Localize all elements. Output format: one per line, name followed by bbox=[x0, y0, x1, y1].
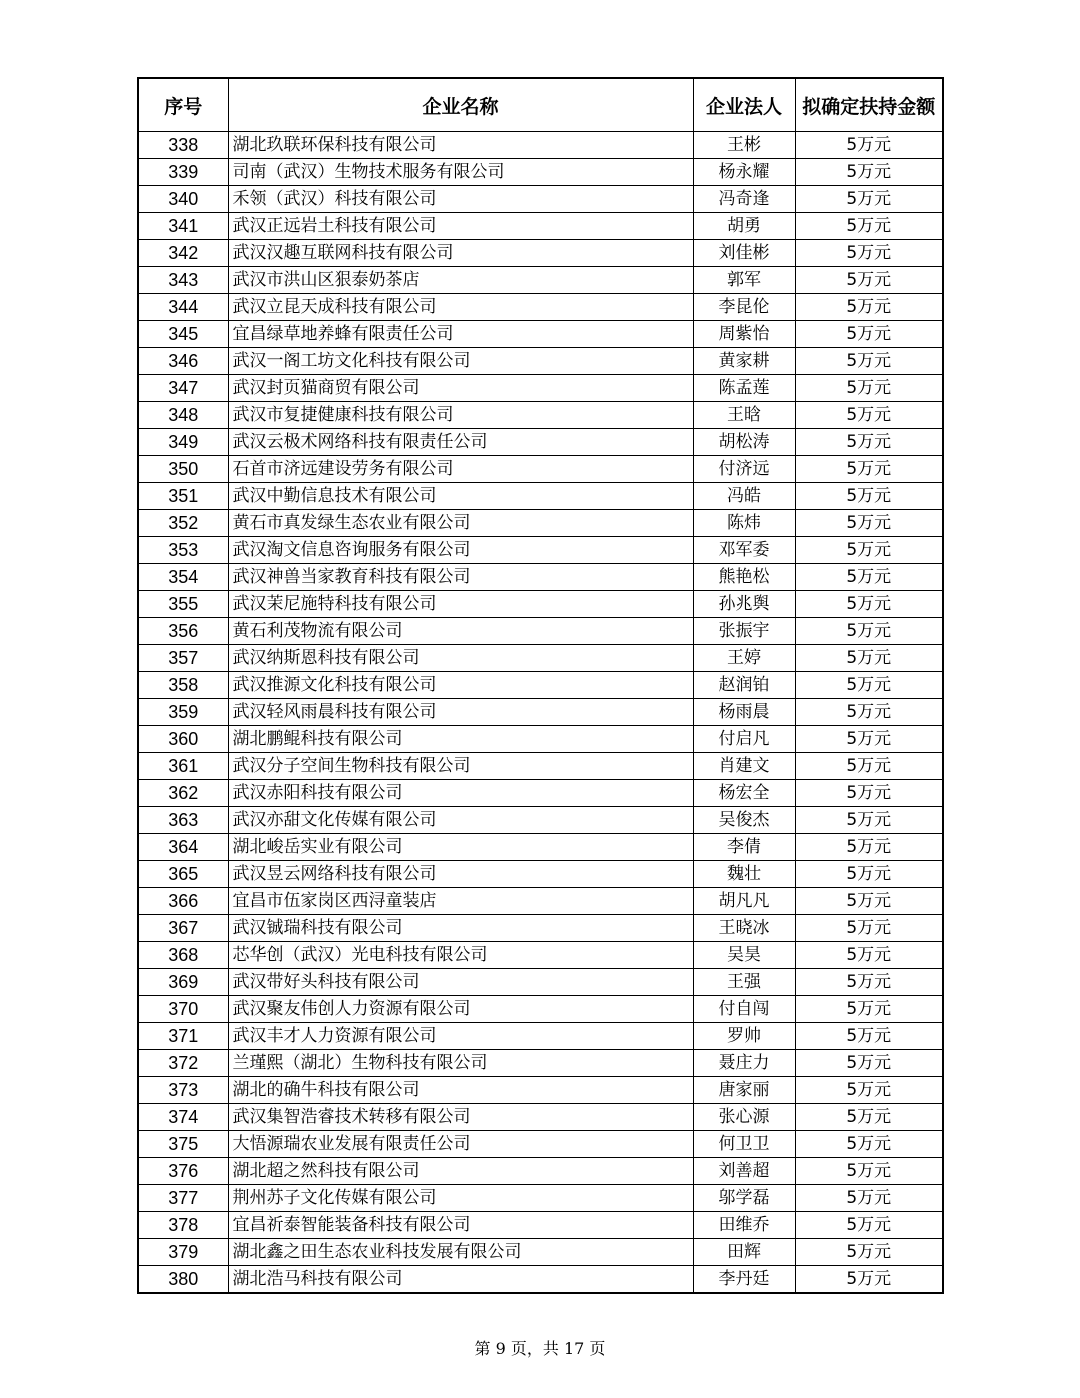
row-index: 366 bbox=[138, 888, 228, 915]
legal-person: 吴俊杰 bbox=[693, 807, 795, 834]
row-index: 368 bbox=[138, 942, 228, 969]
company-name: 宜昌绿草地养蜂有限责任公司 bbox=[228, 321, 693, 348]
row-index: 355 bbox=[138, 591, 228, 618]
support-amount: 5万元 bbox=[795, 1212, 943, 1239]
table-row bbox=[138, 186, 943, 213]
support-amount: 5万元 bbox=[795, 1050, 943, 1077]
legal-person: 王彬 bbox=[693, 132, 795, 159]
row-index: 346 bbox=[138, 348, 228, 375]
legal-person: 邬学磊 bbox=[693, 1185, 795, 1212]
legal-person: 王晓冰 bbox=[693, 915, 795, 942]
company-name: 湖北玖联环保科技有限公司 bbox=[228, 132, 693, 159]
legal-person: 刘善超 bbox=[693, 1158, 795, 1185]
legal-person: 聂庄力 bbox=[693, 1050, 795, 1077]
table-row bbox=[138, 294, 943, 321]
row-index: 348 bbox=[138, 402, 228, 429]
row-index: 372 bbox=[138, 1050, 228, 1077]
company-name: 禾领（武汉）科技有限公司 bbox=[228, 186, 693, 213]
company-name: 湖北的确牛科技有限公司 bbox=[228, 1077, 693, 1104]
company-name: 宜昌祈泰智能装备科技有限公司 bbox=[228, 1212, 693, 1239]
company-name: 湖北超之然科技有限公司 bbox=[228, 1158, 693, 1185]
legal-person: 李昆伦 bbox=[693, 294, 795, 321]
row-index: 365 bbox=[138, 861, 228, 888]
legal-person: 王强 bbox=[693, 969, 795, 996]
row-index: 344 bbox=[138, 294, 228, 321]
row-index: 364 bbox=[138, 834, 228, 861]
legal-person: 黄家耕 bbox=[693, 348, 795, 375]
table-row bbox=[138, 510, 943, 537]
company-name: 芯华创（武汉）光电科技有限公司 bbox=[228, 942, 693, 969]
table-row bbox=[138, 132, 943, 159]
row-index: 363 bbox=[138, 807, 228, 834]
support-amount: 5万元 bbox=[795, 834, 943, 861]
legal-person: 付启凡 bbox=[693, 726, 795, 753]
row-index: 341 bbox=[138, 213, 228, 240]
row-index: 342 bbox=[138, 240, 228, 267]
company-name: 湖北鹏鲲科技有限公司 bbox=[228, 726, 693, 753]
company-name: 武汉铖瑞科技有限公司 bbox=[228, 915, 693, 942]
support-amount: 5万元 bbox=[795, 753, 943, 780]
table-row bbox=[138, 591, 943, 618]
row-index: 376 bbox=[138, 1158, 228, 1185]
table-row bbox=[138, 1266, 943, 1294]
legal-person: 魏壮 bbox=[693, 861, 795, 888]
support-amount: 5万元 bbox=[795, 1104, 943, 1131]
support-amount: 5万元 bbox=[795, 942, 943, 969]
company-name: 武汉正远岩土科技有限公司 bbox=[228, 213, 693, 240]
support-amount: 5万元 bbox=[795, 267, 943, 294]
company-name: 司南（武汉）生物技术服务有限公司 bbox=[228, 159, 693, 186]
legal-person: 郭军 bbox=[693, 267, 795, 294]
row-index: 367 bbox=[138, 915, 228, 942]
table-row bbox=[138, 1239, 943, 1266]
table-row bbox=[138, 645, 943, 672]
row-index: 345 bbox=[138, 321, 228, 348]
table-row bbox=[138, 1212, 943, 1239]
header-support-amount: 拟确定扶持金额 bbox=[795, 78, 943, 132]
table-row bbox=[138, 942, 943, 969]
table-row bbox=[138, 834, 943, 861]
table-row bbox=[138, 402, 943, 429]
table-row bbox=[138, 780, 943, 807]
legal-person: 李倩 bbox=[693, 834, 795, 861]
legal-person: 邓军委 bbox=[693, 537, 795, 564]
table-row bbox=[138, 483, 943, 510]
support-amount: 5万元 bbox=[795, 591, 943, 618]
table-row bbox=[138, 753, 943, 780]
company-name: 武汉赤阳科技有限公司 bbox=[228, 780, 693, 807]
legal-person: 赵润铂 bbox=[693, 672, 795, 699]
support-amount: 5万元 bbox=[795, 1158, 943, 1185]
company-name: 武汉集智浩睿技术转移有限公司 bbox=[228, 1104, 693, 1131]
legal-person: 吴昊 bbox=[693, 942, 795, 969]
table-row bbox=[138, 1050, 943, 1077]
legal-person: 肖建文 bbox=[693, 753, 795, 780]
support-amount: 5万元 bbox=[795, 456, 943, 483]
table-header-row bbox=[138, 78, 943, 132]
support-amount: 5万元 bbox=[795, 294, 943, 321]
support-amount: 5万元 bbox=[795, 726, 943, 753]
table-row bbox=[138, 537, 943, 564]
header-company-name: 企业名称 bbox=[228, 78, 693, 132]
company-name: 湖北浩马科技有限公司 bbox=[228, 1266, 693, 1294]
row-index: 338 bbox=[138, 132, 228, 159]
support-amount: 5万元 bbox=[795, 564, 943, 591]
legal-person: 田维乔 bbox=[693, 1212, 795, 1239]
legal-person: 胡松涛 bbox=[693, 429, 795, 456]
support-amount: 5万元 bbox=[795, 537, 943, 564]
row-index: 362 bbox=[138, 780, 228, 807]
company-name: 武汉亦甜文化传媒有限公司 bbox=[228, 807, 693, 834]
row-index: 371 bbox=[138, 1023, 228, 1050]
table-row bbox=[138, 618, 943, 645]
page-footer: 第 9 页，共 17 页 bbox=[474, 1339, 606, 1358]
row-index: 373 bbox=[138, 1077, 228, 1104]
company-name: 武汉推源文化科技有限公司 bbox=[228, 672, 693, 699]
enterprise-support-table bbox=[137, 77, 944, 1294]
legal-person: 张振宇 bbox=[693, 618, 795, 645]
support-amount: 5万元 bbox=[795, 699, 943, 726]
support-amount: 5万元 bbox=[795, 132, 943, 159]
table-row bbox=[138, 726, 943, 753]
table-row bbox=[138, 969, 943, 996]
row-index: 361 bbox=[138, 753, 228, 780]
support-amount: 5万元 bbox=[795, 321, 943, 348]
legal-person: 周紫怡 bbox=[693, 321, 795, 348]
legal-person: 唐家丽 bbox=[693, 1077, 795, 1104]
table-row bbox=[138, 375, 943, 402]
support-amount: 5万元 bbox=[795, 672, 943, 699]
company-name: 武汉丰才人力资源有限公司 bbox=[228, 1023, 693, 1050]
table-row bbox=[138, 699, 943, 726]
legal-person: 杨宏全 bbox=[693, 780, 795, 807]
support-amount: 5万元 bbox=[795, 159, 943, 186]
table-row bbox=[138, 240, 943, 267]
support-amount: 5万元 bbox=[795, 1239, 943, 1266]
support-amount: 5万元 bbox=[795, 1185, 943, 1212]
company-name: 武汉纳斯恩科技有限公司 bbox=[228, 645, 693, 672]
legal-person: 熊艳松 bbox=[693, 564, 795, 591]
support-amount: 5万元 bbox=[795, 483, 943, 510]
company-name: 黄石利茂物流有限公司 bbox=[228, 618, 693, 645]
header-legal-person: 企业法人 bbox=[693, 78, 795, 132]
legal-person: 陈孟莲 bbox=[693, 375, 795, 402]
company-name: 湖北鑫之田生态农业科技发展有限公司 bbox=[228, 1239, 693, 1266]
row-index: 377 bbox=[138, 1185, 228, 1212]
support-amount: 5万元 bbox=[795, 915, 943, 942]
legal-person: 杨雨晨 bbox=[693, 699, 795, 726]
legal-person: 刘佳彬 bbox=[693, 240, 795, 267]
company-name: 武汉云极术网络科技有限责任公司 bbox=[228, 429, 693, 456]
table-row bbox=[138, 429, 943, 456]
company-name: 武汉市洪山区狠泰奶茶店 bbox=[228, 267, 693, 294]
company-name: 武汉一阁工坊文化科技有限公司 bbox=[228, 348, 693, 375]
company-name: 武汉聚友伟创人力资源有限公司 bbox=[228, 996, 693, 1023]
row-index: 351 bbox=[138, 483, 228, 510]
legal-person: 罗帅 bbox=[693, 1023, 795, 1050]
support-amount: 5万元 bbox=[795, 1266, 943, 1294]
company-name: 宜昌市伍家岗区西浔童装店 bbox=[228, 888, 693, 915]
header-index: 序号 bbox=[138, 78, 228, 132]
legal-person: 田辉 bbox=[693, 1239, 795, 1266]
table-row bbox=[138, 672, 943, 699]
table-row bbox=[138, 213, 943, 240]
support-amount: 5万元 bbox=[795, 1023, 943, 1050]
table-row bbox=[138, 321, 943, 348]
company-name: 黄石市真发绿生态农业有限公司 bbox=[228, 510, 693, 537]
legal-person: 何卫卫 bbox=[693, 1131, 795, 1158]
support-amount: 5万元 bbox=[795, 888, 943, 915]
company-name: 荆州苏子文化传媒有限公司 bbox=[228, 1185, 693, 1212]
legal-person: 胡凡凡 bbox=[693, 888, 795, 915]
support-amount: 5万元 bbox=[795, 348, 943, 375]
company-name: 武汉茉尼施特科技有限公司 bbox=[228, 591, 693, 618]
support-amount: 5万元 bbox=[795, 618, 943, 645]
support-amount: 5万元 bbox=[795, 996, 943, 1023]
table-row bbox=[138, 564, 943, 591]
support-amount: 5万元 bbox=[795, 780, 943, 807]
legal-person: 张心源 bbox=[693, 1104, 795, 1131]
table-row bbox=[138, 1023, 943, 1050]
company-name: 武汉立昆天成科技有限公司 bbox=[228, 294, 693, 321]
support-amount: 5万元 bbox=[795, 807, 943, 834]
company-name: 武汉神兽当家教育科技有限公司 bbox=[228, 564, 693, 591]
company-name: 大悟源瑞农业发展有限责任公司 bbox=[228, 1131, 693, 1158]
row-index: 343 bbox=[138, 267, 228, 294]
company-name: 石首市济远建设劳务有限公司 bbox=[228, 456, 693, 483]
legal-person: 胡勇 bbox=[693, 213, 795, 240]
support-amount: 5万元 bbox=[795, 240, 943, 267]
company-name: 武汉市复捷健康科技有限公司 bbox=[228, 402, 693, 429]
support-amount: 5万元 bbox=[795, 186, 943, 213]
row-index: 349 bbox=[138, 429, 228, 456]
support-amount: 5万元 bbox=[795, 1077, 943, 1104]
row-index: 358 bbox=[138, 672, 228, 699]
legal-person: 杨永耀 bbox=[693, 159, 795, 186]
legal-person: 孙兆舆 bbox=[693, 591, 795, 618]
company-name: 武汉分子空间生物科技有限公司 bbox=[228, 753, 693, 780]
company-name: 武汉带好头科技有限公司 bbox=[228, 969, 693, 996]
row-index: 339 bbox=[138, 159, 228, 186]
company-name: 武汉淘文信息咨询服务有限公司 bbox=[228, 537, 693, 564]
support-amount: 5万元 bbox=[795, 969, 943, 996]
legal-person: 冯皓 bbox=[693, 483, 795, 510]
row-index: 379 bbox=[138, 1239, 228, 1266]
row-index: 380 bbox=[138, 1266, 228, 1294]
legal-person: 王晗 bbox=[693, 402, 795, 429]
table-row bbox=[138, 159, 943, 186]
company-name: 武汉封页猫商贸有限公司 bbox=[228, 375, 693, 402]
row-index: 352 bbox=[138, 510, 228, 537]
table-row bbox=[138, 348, 943, 375]
row-index: 369 bbox=[138, 969, 228, 996]
table-row bbox=[138, 1185, 943, 1212]
legal-person: 李丹廷 bbox=[693, 1266, 795, 1294]
row-index: 375 bbox=[138, 1131, 228, 1158]
support-amount: 5万元 bbox=[795, 402, 943, 429]
table-row bbox=[138, 1104, 943, 1131]
company-name: 兰瑾熙（湖北）生物科技有限公司 bbox=[228, 1050, 693, 1077]
legal-person: 王婷 bbox=[693, 645, 795, 672]
table-row bbox=[138, 267, 943, 294]
row-index: 378 bbox=[138, 1212, 228, 1239]
company-name: 武汉昱云网络科技有限公司 bbox=[228, 861, 693, 888]
legal-person: 冯奇逢 bbox=[693, 186, 795, 213]
row-index: 360 bbox=[138, 726, 228, 753]
table-row bbox=[138, 1077, 943, 1104]
table-row bbox=[138, 807, 943, 834]
row-index: 347 bbox=[138, 375, 228, 402]
row-index: 354 bbox=[138, 564, 228, 591]
table-row bbox=[138, 861, 943, 888]
row-index: 374 bbox=[138, 1104, 228, 1131]
table-row bbox=[138, 1158, 943, 1185]
support-amount: 5万元 bbox=[795, 375, 943, 402]
row-index: 353 bbox=[138, 537, 228, 564]
support-amount: 5万元 bbox=[795, 213, 943, 240]
legal-person: 付自闯 bbox=[693, 996, 795, 1023]
row-index: 356 bbox=[138, 618, 228, 645]
table-row bbox=[138, 456, 943, 483]
support-amount: 5万元 bbox=[795, 1131, 943, 1158]
table-body bbox=[138, 132, 943, 1294]
legal-person: 陈炜 bbox=[693, 510, 795, 537]
row-index: 370 bbox=[138, 996, 228, 1023]
row-index: 359 bbox=[138, 699, 228, 726]
support-amount: 5万元 bbox=[795, 510, 943, 537]
table-row bbox=[138, 915, 943, 942]
company-name: 武汉汉趣互联网科技有限公司 bbox=[228, 240, 693, 267]
support-amount: 5万元 bbox=[795, 429, 943, 456]
row-index: 350 bbox=[138, 456, 228, 483]
row-index: 340 bbox=[138, 186, 228, 213]
support-amount: 5万元 bbox=[795, 861, 943, 888]
company-name: 武汉轻风雨晨科技有限公司 bbox=[228, 699, 693, 726]
table-row bbox=[138, 888, 943, 915]
support-amount: 5万元 bbox=[795, 645, 943, 672]
row-index: 357 bbox=[138, 645, 228, 672]
company-name: 武汉中勤信息技术有限公司 bbox=[228, 483, 693, 510]
company-name: 湖北峻岳实业有限公司 bbox=[228, 834, 693, 861]
table-row bbox=[138, 996, 943, 1023]
legal-person: 付济远 bbox=[693, 456, 795, 483]
table-row bbox=[138, 1131, 943, 1158]
